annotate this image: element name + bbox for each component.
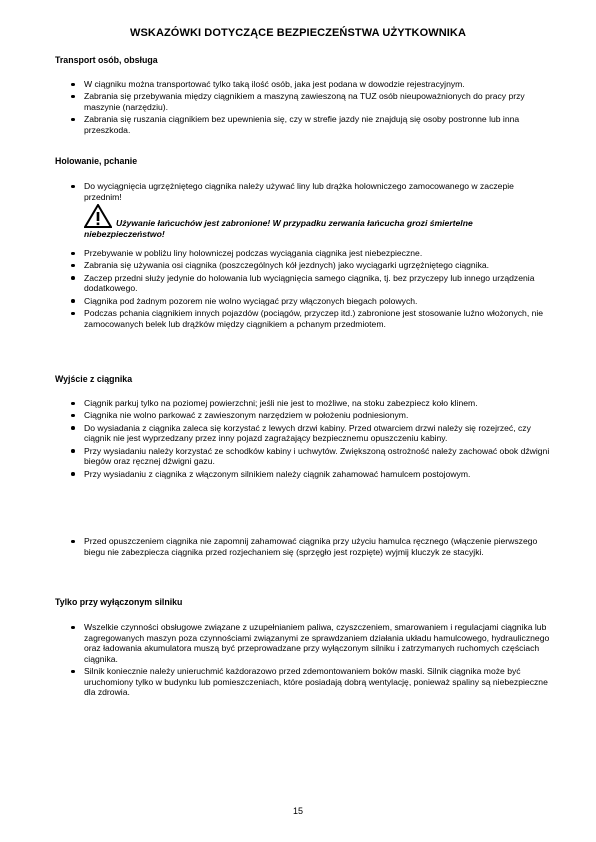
section-heading-transport: Transport osób, obsługa — [55, 55, 158, 65]
list-item: Przebywanie w pobliżu liny holowniczej podczas wyciągania ciągnika jest niebezpieczne. — [70, 248, 550, 259]
list-item: Zabrania się używania osi ciągnika (poszczególnych kół jezdnych) jako wyciągarki ugrzężniętego ciągnika. — [70, 260, 550, 271]
transport-list — [70, 79, 550, 137]
list-item: W ciągniku można transportować tylko taką ilość osób, jaka jest podana w dowodzie rejestracyjnym. — [70, 79, 550, 90]
exit-list — [70, 398, 550, 481]
page-title: WSKAZÓWKI DOTYCZĄCE BEZPIECZEŃSTWA UŻYTKOWNIKA — [129, 27, 466, 39]
list-item: Ciągnik parkuj tylko na poziomej powierzchni; jeśli nie jest to możliwe, na stoku zabezpiecz koło klinem. — [70, 398, 550, 409]
engine-off-list — [70, 622, 550, 700]
list-item: Ciągnika nie wolno parkować z zawieszonym narzędziem w położeniu podniesionym. — [70, 410, 550, 421]
towing-list-after — [70, 248, 550, 331]
list-item: Podczas pchania ciągnikiem innych pojazdów (pociągów, przyczep itd.) zabronione jest stosowanie luźno włożonych, nie zamocowanych belek lub drążków między ciągnikiem a pchanym przedmiotem. — [70, 308, 550, 329]
exit-list-extra — [70, 536, 550, 559]
list-item: Zabrania się ruszania ciągnikiem bez upewnienia się, czy w strefie jazdy nie znajdują się osoby postronne lub inna przeszkoda. — [70, 114, 550, 135]
warning-text: Używanie łańcuchów jest zabronione! W przypadku zerwania łańcucha grozi śmiertelne niebezpieczeństwo! — [84, 218, 473, 239]
section-heading-engine-off: Tylko przy wyłączonym silniku — [55, 597, 183, 607]
towing-list-before — [70, 181, 550, 204]
list-item: Ciągnika pod żadnym pozorem nie wolno wyciągać przy włączonych biegach polowych. — [70, 296, 550, 307]
page-number: 15 — [292, 806, 303, 816]
list-item: Przed opuszczeniem ciągnika nie zapomnij zahamować ciągnika przy użyciu hamulca ręcznego (włączenie pierwszego biegu nie zabezpiecza ciągnika przed rozjechaniem się (sprzęgło jest rozpięte) wyjmij kluczyk ze stacyjki. — [70, 536, 550, 557]
list-item: Silnik koniecznie należy unieruchmić każdorazowo przed zdemontowaniem boków maski. Silnik ciągnika może być uruchomiony tylko w budynku lub pomieszczeniach, które posiadają dobrą wentylację, ponieważ spaliny są niebezpieczne dla zdrowia. — [70, 666, 550, 698]
list-item: Do wyciągnięcia ugrzężniętego ciągnika należy używać liny lub drążka holowniczego zamocowanego w zaczepie przednim! — [70, 181, 550, 202]
list-item: Do wysiadania z ciągnika zaleca się korzystać z lewych drzwi kabiny. Przed otwarciem drzwi należy się rozejrzeć, czy ciągnik nie jest wyprzedzany przez inny pojazd zagrażający bezpiecznemu opuszczeniu kabiny. — [70, 423, 550, 444]
list-item: Przy wysiadaniu należy korzystać ze schodków kabiny i uchwytów. Zwiększoną ostrożność należy zachować obok dźwigni biegów oraz ręcznej dźwigni gazu. — [70, 446, 550, 467]
section-heading-towing: Holowanie, pchanie — [55, 156, 138, 166]
list-item: Przy wysiadaniu z ciągnika z włączonym silnikiem należy ciągnik zahamować hamulcem postojowym. — [70, 469, 550, 480]
section-heading-exit: Wyjście z ciągnika — [55, 374, 133, 384]
list-item: Zabrania się przebywania między ciągnikiem a maszyną zawieszoną na TUZ osób nieupoważnionych do pracy przy maszynie (narzędziu). — [70, 91, 550, 112]
list-item: Wszelkie czynności obsługowe związane z uzupełnianiem paliwa, czyszczeniem, smarowaniem i regulacjami ciągnika lub zagregowanych maszyn poza czynnościami związanymi ze sprawdzaniem działania układu hamulcowego, hydraulicznego oraz ładowania akumulatora muszą być przeprowadzane przy wyłączonym silniku i zatrzymanych ruchomych częściach ciągnika. — [70, 622, 550, 664]
list-item: Zaczep przedni służy jedynie do holowania lub wyciągnięcia samego ciągnika, tj. bez przyczepy lub innego urządzenia dodatkowego. — [70, 273, 550, 294]
